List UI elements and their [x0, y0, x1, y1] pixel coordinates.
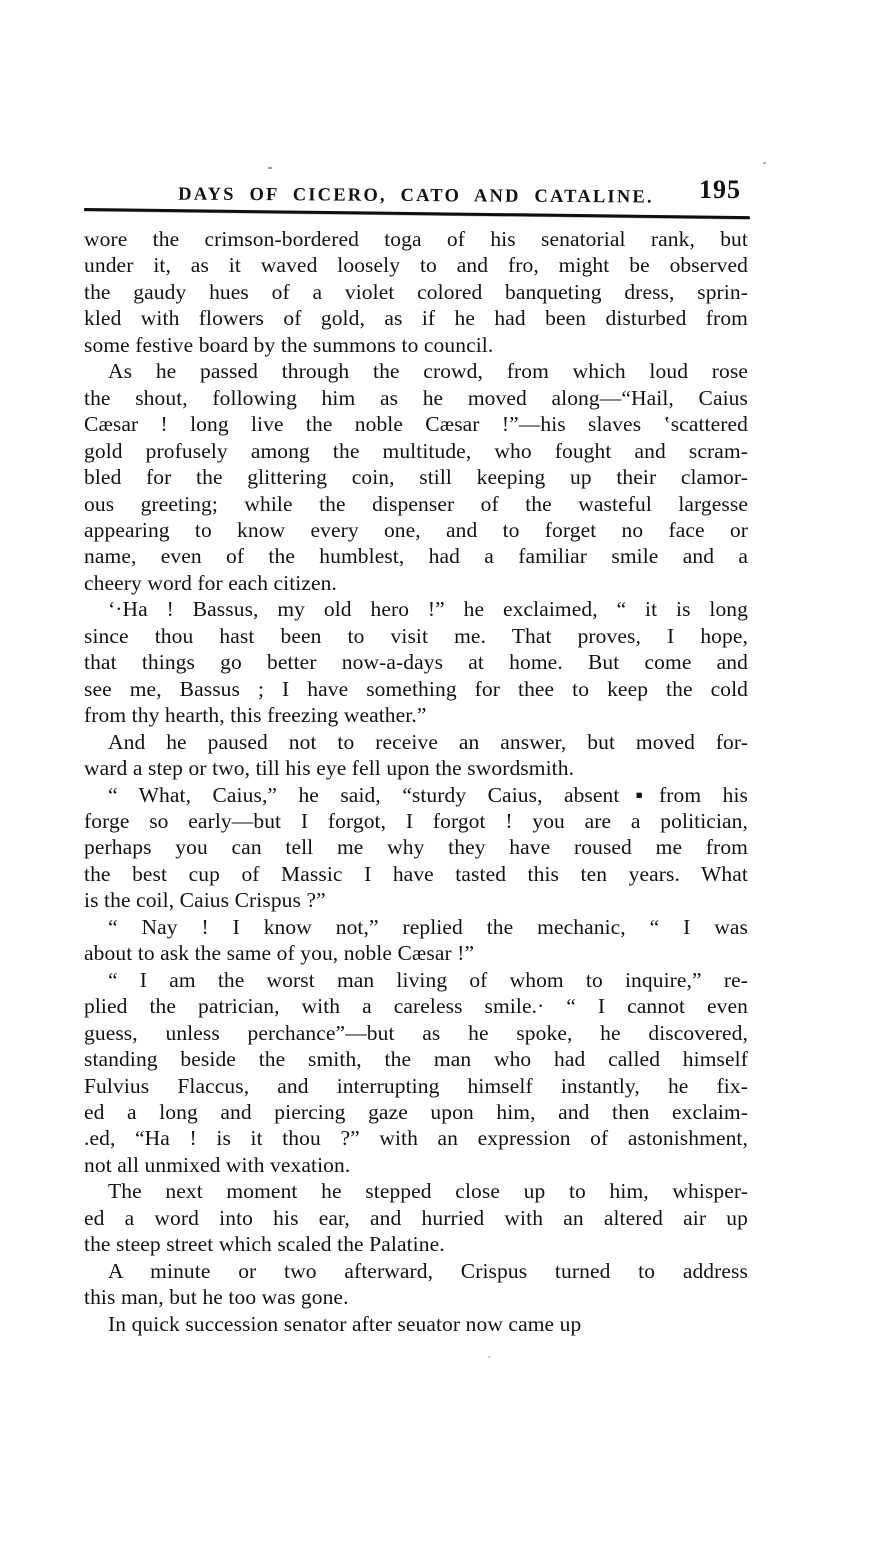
text-line: standing beside the smith, the man who had called himself — [84, 1047, 748, 1072]
text-line: ed a long and piercing gaze upon him, and then exclaim- — [84, 1099, 748, 1124]
paragraph — [84, 358, 748, 596]
text-line: plied the patrician, with a careless smile.· “ I cannot even — [84, 994, 748, 1019]
text-line: wore the crimson-bordered toga of his senatorial rank, but — [84, 227, 748, 251]
text-line: A minute or two afterward, Crispus turned to address — [108, 1258, 748, 1283]
text-line: that things go better now-a-days at home. But come and — [84, 650, 748, 675]
paragraph — [84, 967, 748, 1179]
text-line: gold profusely among the multitude, who fought and scram- — [84, 438, 748, 463]
text-line: this man, but he too was gone. — [84, 1285, 349, 1310]
text-line: the shout, following him as he moved along—“Hail, Caius — [84, 385, 748, 410]
scan-speck — [268, 167, 272, 169]
text-line: the steep street which scaled the Palatine. — [84, 1232, 445, 1257]
page-number: 195 — [699, 175, 741, 204]
text-line: the gaudy hues of a violet colored banqueting dress, sprin- — [84, 279, 748, 304]
text-line: is the coil, Caius Crispus ?” — [84, 888, 326, 913]
paragraph — [84, 782, 748, 914]
text-line: ed a word into his ear, and hurried with an altered air up — [84, 1205, 748, 1230]
text-line: ous greeting; while the dispenser of the wasteful largesse — [84, 491, 748, 516]
text-line: see me, Bassus ; I have something for thee to keep the cold — [84, 676, 748, 701]
text-line: perhaps you can tell me why they have roused me from — [84, 835, 748, 860]
header-rule — [84, 208, 750, 220]
text-line: not all unmixed with vexation. — [84, 1152, 351, 1177]
running-title: DAYS OF CICERO, CATO AND CATALINE. — [178, 184, 654, 208]
paragraph — [84, 1311, 748, 1337]
text-line: name, even of the humblest, had a familiar smile and a — [84, 544, 748, 569]
text-line: ‘·Ha ! Bassus, my old hero !” he exclaimed, “ it is long — [108, 597, 748, 622]
scan-speck — [763, 162, 766, 164]
text-line: In quick succession senator after seuator now came up — [108, 1311, 582, 1336]
paragraph — [84, 729, 748, 782]
text-line: ward a step or two, till his eye fell upon the swordsmith. — [84, 756, 575, 781]
text-line: from thy hearth, this freezing weather.” — [84, 703, 427, 728]
text-line: about to ask the same of you, noble Cæsar !” — [84, 941, 475, 966]
text-line: The next moment he stepped close up to him, whisper- — [108, 1179, 748, 1204]
text-line: kled with flowers of gold, as if he had been disturbed from — [84, 306, 748, 331]
text-line: guess, unless perchance”—but as he spoke, he discovered, — [84, 1020, 748, 1045]
text-line: Fulvius Flaccus, and interrupting himself instantly, he fix- — [84, 1073, 748, 1098]
paragraph — [84, 596, 748, 728]
text-line: under it, as it waved loosely to and fro, might be observed — [84, 253, 748, 278]
text-line: some festive board by the summons to council. — [84, 332, 494, 357]
page-body — [84, 226, 748, 1337]
text-line: .ed, “Ha ! is it thou ?” with an expression of astonishment, — [84, 1126, 748, 1151]
text-line: forge so early—but I forgot, I forgot ! you are a politician, — [84, 808, 748, 833]
paragraph — [84, 1178, 748, 1257]
text-line: Cæsar ! long live the noble Cæsar !”—his slaves ‛scattered — [84, 412, 748, 437]
scan-speck — [488, 1356, 490, 1358]
text-line: And he paused not to receive an answer, but moved for- — [108, 729, 748, 754]
text-line: since thou hast been to visit me. That proves, I hope, — [84, 623, 748, 648]
text-line: appearing to know every one, and to forget no face or — [84, 517, 748, 542]
text-line: “ What, Caius,” he said, “sturdy Caius, absent▪from his — [108, 782, 748, 807]
text-line: “ Nay ! I know not,” replied the mechanic, “ I was — [108, 914, 748, 939]
paragraph — [84, 1258, 748, 1311]
text-line: bled for the glittering coin, still keeping up their clamor- — [84, 465, 748, 490]
paragraph — [84, 226, 748, 358]
paragraph — [84, 914, 748, 967]
text-line: “ I am the worst man living of whom to inquire,” re- — [108, 967, 748, 992]
text-line: the best cup of Massic I have tasted this ten years. What — [84, 861, 748, 886]
text-line: As he passed through the crowd, from which loud rose — [108, 359, 748, 384]
text-line: cheery word for each citizen. — [84, 570, 337, 595]
